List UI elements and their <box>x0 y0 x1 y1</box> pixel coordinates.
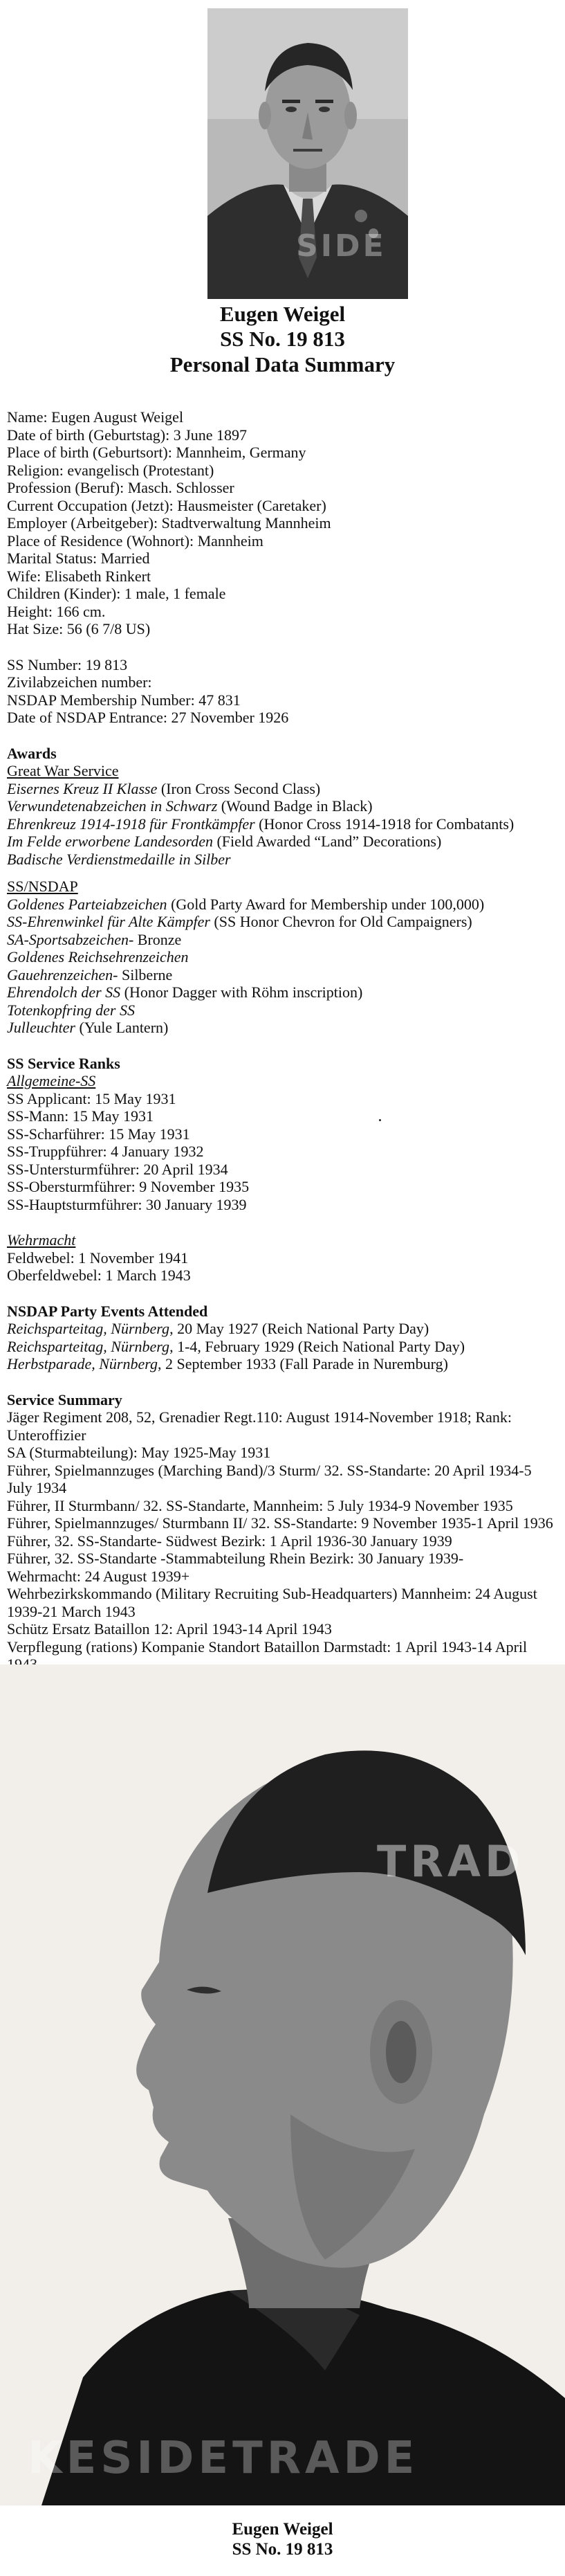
nsdap-award-italic: Goldenes Reichsehrenzeichen <box>7 948 189 965</box>
great-war-award <box>7 797 557 815</box>
service-summary-line: Führer, II Sturmbann/ 32. SS-Standarte, Mannheim: 5 July 1934-9 November 1935 <box>7 1496 513 1514</box>
wehrmacht-heading: Wehrmacht <box>7 1231 76 1249</box>
party-event-detail: , 20 May 1927 (Reich National Party Day) <box>169 1320 429 1337</box>
nsdap-awards-list <box>7 896 557 1037</box>
allgemeine-ss-rank: SS-Scharführer: 15 May 1931 <box>7 1125 190 1143</box>
personal-data-line: Profession (Beruf): Masch. Schlosser <box>7 479 234 496</box>
service-summary-line: Schütz Ersatz Bataillon 12: April 1943-14 April 1943 <box>7 1620 332 1638</box>
nsdap-award-italic: Totenkopfring der SS <box>7 1001 135 1019</box>
allgemeine-ss-rank: SS-Hauptsturmführer: 30 January 1939 <box>7 1195 247 1213</box>
caption-ss-number: SS No. 19 813 <box>232 2540 333 2559</box>
nsdap-award-detail: (SS Honor Chevron for Old Campaigners) <box>210 913 472 930</box>
wehrmacht-rank: Oberfeldwebel: 1 March 1943 <box>7 1267 191 1284</box>
wehrmacht-ranks-list <box>7 1249 557 1285</box>
great-war-award-italic: Verwundetenabzeichen in Schwarz <box>7 797 218 815</box>
title-name: Eugen Weigel <box>219 302 346 326</box>
service-summary-line: Führer, Spielmannzuges (Marching Band)/3 Sturm/ 32. SS-Standarte: 20 April 1934-5 <box>7 1461 532 1479</box>
stray-dot <box>379 1119 381 1121</box>
membership-numbers-list <box>7 656 557 727</box>
party-event <box>7 1355 557 1373</box>
personal-data-line: Current Occupation (Jetzt): Hausmeister (Caretaker) <box>7 496 326 514</box>
allgemeine-ss-rank: SS-Truppführer: 4 January 1932 <box>7 1143 204 1160</box>
service-summary-line: Wehrbezirkskommando (Military Recruiting Sub-Headquarters) Mannheim: 24 August <box>7 1585 537 1602</box>
service-summary-line: Wehrmacht: 24 August 1939+ <box>7 1567 190 1585</box>
nsdap-award <box>7 896 557 914</box>
nsdap-award-italic: Goldenes Parteiabzeichen <box>7 895 167 913</box>
title-subtitle: Personal Data Summary <box>169 352 396 377</box>
great-war-heading: Great War Service <box>7 762 119 779</box>
nsdap-awards-heading: SS/NSDAP <box>7 878 78 895</box>
caption-name: Eugen Weigel <box>232 2520 333 2539</box>
nsdap-award <box>7 1001 557 1019</box>
great-war-award-detail: (Iron Cross Second Class) <box>157 779 321 797</box>
personal-data-line: Wife: Elisabeth Rinkert <box>7 567 151 585</box>
photo-caption <box>0 2519 565 2559</box>
allgemeine-ss-rank: SS-Mann: 15 May 1931 <box>7 1107 154 1125</box>
service-summary-line: Verpflegung (rations) Kompanie Standort Bataillon Darmstadt: 1 April 1943-14 April <box>7 1638 528 1656</box>
great-war-award <box>7 851 557 869</box>
personal-data-line: Place of birth (Geburtsort): Mannheim, Germany <box>7 444 306 461</box>
personal-data-line: Religion: evangelisch (Protestant) <box>7 461 214 479</box>
membership-number-line: SS Number: 19 813 <box>7 655 128 673</box>
membership-number-line: Date of NSDAP Entrance: 27 November 1926 <box>7 709 289 726</box>
service-summary-line: 1939-21 March 1943 <box>7 1602 136 1620</box>
allgemeine-ss-rank: SS Applicant: 15 May 1931 <box>7 1089 176 1107</box>
great-war-award-detail: (Wound Badge in Black) <box>217 797 373 815</box>
nsdap-award <box>7 1019 557 1037</box>
great-war-award-detail: (Honor Cross 1914-1918 for Combatants) <box>254 815 515 833</box>
nsdap-award-italic: SS-Ehrenwinkel für Alte Kämpfer <box>7 913 210 930</box>
watermark-bottom-mid: TRAD <box>377 1836 525 1887</box>
personal-data-line: Hat Size: 56 (6 7/8 US) <box>7 620 151 637</box>
personal-data-line: Marital Status: Married <box>7 550 150 567</box>
great-war-award <box>7 815 557 833</box>
party-event-italic: Reichsparteitag, Nürnberg <box>7 1337 170 1355</box>
nsdap-award-detail: (Gold Party Award for Membership under 100,000) <box>167 895 485 913</box>
allgemeine-ss-rank: SS-Obersturmführer: 9 November 1935 <box>7 1178 250 1195</box>
great-war-award-detail: (Field Awarded “Land” Decorations) <box>212 833 442 850</box>
service-summary-heading: Service Summary <box>7 1390 122 1408</box>
service-summary-line: Führer, Spielmannzuges/ Sturmbann II/ 32. SS-Standarte: 9 November 1935-1 April 1936 <box>7 1514 553 1532</box>
nsdap-award-detail: - Silberne <box>113 965 173 983</box>
watermark-top: SIDE <box>296 228 387 264</box>
personal-data-line: Name: Eugen August Weigel <box>7 408 184 426</box>
nsdap-award-detail: (Yule Lantern) <box>75 1019 169 1036</box>
nsdap-award-detail: (Honor Dagger with Röhm inscription) <box>120 983 363 1001</box>
nsdap-award-detail: - Bronze <box>128 930 182 948</box>
party-event <box>7 1320 557 1338</box>
great-war-award-italic: Eisernes Kreuz II Klasse <box>7 779 158 797</box>
allgemeine-ss-rank: SS-Untersturmführer: 20 April 1934 <box>7 1160 228 1178</box>
ranks-heading: SS Service Ranks <box>7 1054 120 1072</box>
watermark-bottom-low: KESIDETRADE <box>28 2433 419 2484</box>
service-summary-line: SA (Sturmabteilung): May 1925-May 1931 <box>7 1444 271 1461</box>
personal-data-line: Children (Kinder): 1 male, 1 female <box>7 585 226 602</box>
personal-data-list <box>7 408 557 638</box>
membership-number-line: Zivilabzeichen number: <box>7 673 152 691</box>
great-war-award <box>7 833 557 851</box>
party-event-detail: , 2 September 1933 (Fall Parade in Nuremburg) <box>157 1355 448 1372</box>
nsdap-award <box>7 983 557 1001</box>
profile-drawing-bottom <box>0 1665 565 2505</box>
personal-data-line: Employer (Arbeitgeber): Stadtverwaltung Mannheim <box>7 514 331 532</box>
service-summary-line: Unteroffizier <box>7 1426 86 1444</box>
party-event-italic: Reichsparteitag, Nürnberg <box>7 1320 170 1337</box>
nsdap-award <box>7 948 557 966</box>
personal-data-line: Height: 166 cm. <box>7 602 106 620</box>
membership-number-line: NSDAP Membership Number: 47 831 <box>7 691 241 709</box>
great-war-award-italic: Badische Verdienstmedaille in Silber <box>7 850 231 868</box>
personal-data-line: Date of birth (Geburtstag): 3 June 1897 <box>7 426 248 444</box>
party-event-detail: , 1-4, February 1929 (Reich National Party Day) <box>169 1337 465 1355</box>
party-events-heading: NSDAP Party Events Attended <box>7 1302 208 1320</box>
party-event-italic: Herbstparade, Nürnberg <box>7 1355 158 1372</box>
service-summary-line: Führer, 32. SS-Standarte -Stammabteilung Rhein Bezirk: 30 January 1939- <box>7 1550 464 1567</box>
service-summary-line: Jäger Regiment 208, 52, Grenadier Regt.110: August 1914-November 1918; Rank: <box>7 1408 512 1426</box>
title-ss-number: SS No. 19 813 <box>220 327 345 351</box>
wehrmacht-rank: Feldwebel: 1 November 1941 <box>7 1249 189 1267</box>
nsdap-award <box>7 931 557 949</box>
great-war-award-italic: Im Felde erworbene Landesorden <box>7 833 213 850</box>
portrait-photo-top <box>207 8 408 299</box>
title-block <box>0 302 565 378</box>
party-event <box>7 1338 557 1356</box>
profile-photo-bottom <box>0 1665 565 2505</box>
personal-data-line: Place of Residence (Wohnort): Mannheim <box>7 532 263 550</box>
nsdap-award-italic: Gauehrenzeichen <box>7 965 113 983</box>
great-war-award-italic: Ehrenkreuz 1914-1918 für Frontkämpfer <box>7 815 255 833</box>
party-events-list <box>7 1320 557 1373</box>
allgemeine-ss-ranks-list <box>7 1090 557 1214</box>
content-body <box>7 408 557 1726</box>
great-war-awards-list <box>7 780 557 869</box>
service-summary-line: Führer, 32. SS-Standarte- Südwest Bezirk: 1 April 1936-30 January 1939 <box>7 1532 452 1550</box>
nsdap-award <box>7 966 557 984</box>
awards-heading: Awards <box>7 744 57 762</box>
nsdap-award-italic: Ehrendolch der SS <box>7 983 121 1001</box>
great-war-award <box>7 780 557 798</box>
nsdap-award <box>7 913 557 931</box>
nsdap-award-italic: Julleuchter <box>7 1019 75 1036</box>
nsdap-award-italic: SA-Sportsabzeichen <box>7 930 129 948</box>
service-summary-line: July 1934 <box>7 1479 67 1496</box>
allgemeine-ss-heading: Allgemeine-SS <box>7 1072 96 1089</box>
